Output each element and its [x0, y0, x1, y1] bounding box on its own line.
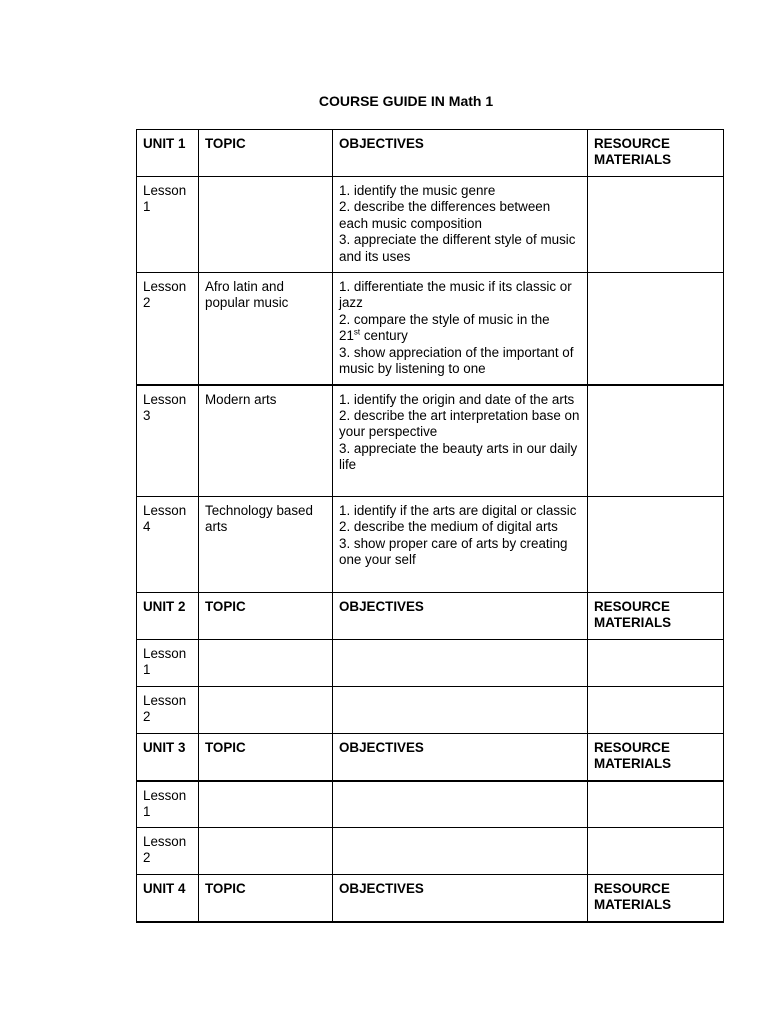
topic-header: TOPIC: [199, 130, 333, 177]
lesson-resources: [588, 385, 724, 497]
lesson-resources: [588, 640, 724, 687]
objectives-header: OBJECTIVES: [333, 593, 588, 640]
lesson-row: [137, 781, 724, 828]
lesson-row: [137, 640, 724, 687]
resources-header: RESOURCE MATERIALS: [588, 593, 724, 640]
page-title: COURSE GUIDE IN Math 1: [318, 93, 494, 109]
lesson-label: Lesson 2: [137, 273, 199, 385]
unit-header-row: [137, 593, 724, 640]
resources-header: RESOURCE MATERIALS: [588, 875, 724, 922]
lesson-row: [137, 385, 724, 497]
unit-header-row: [137, 734, 724, 781]
unit-label: UNIT 2: [137, 593, 199, 640]
unit-label: UNIT 3: [137, 734, 199, 781]
lesson-objectives: [333, 177, 588, 273]
lesson-label: Lesson 1: [137, 640, 199, 687]
ordinal-suffix: st: [353, 327, 361, 337]
topic-header: TOPIC: [199, 593, 333, 640]
lesson-label: Lesson 2: [137, 828, 199, 875]
objective-item: 1. identify if the arts are digital or classic: [339, 503, 577, 518]
lesson-label: Lesson 4: [137, 497, 199, 593]
objective-item: 1. differentiate the music if its classic or jazz: [339, 279, 572, 311]
unit-label: UNIT 4: [137, 875, 199, 922]
unit-header-row: [137, 130, 724, 177]
objectives-header: OBJECTIVES: [333, 875, 588, 922]
lesson-objectives: [333, 385, 588, 497]
objective-item: 1. identify the music genre: [339, 183, 496, 198]
lesson-topic: [199, 177, 333, 273]
lesson-topic: Afro latin and popular music: [199, 273, 333, 385]
lesson-topic: [199, 828, 333, 875]
objective-item: 2. compare the style of music in the: [339, 311, 550, 327]
lesson-topic: Technology based arts: [199, 497, 333, 593]
lesson-resources: [588, 781, 724, 828]
lesson-resources: [588, 177, 724, 273]
lesson-resources: [588, 687, 724, 734]
objective-item: 3. show proper care of arts by creating one your self: [339, 535, 568, 568]
topic-header: TOPIC: [199, 734, 333, 781]
resources-header: RESOURCE MATERIALS: [588, 130, 724, 177]
lesson-label: Lesson 2: [137, 687, 199, 734]
lesson-topic: [199, 781, 333, 828]
lesson-row: [137, 828, 724, 875]
lesson-objectives: [333, 497, 588, 593]
lesson-label: Lesson 3: [137, 385, 199, 497]
lesson-row: [137, 687, 724, 734]
objective-item: 2. describe the medium of digital arts: [339, 519, 558, 535]
lesson-objectives: [333, 687, 588, 734]
objective-century-word: century: [360, 328, 408, 344]
lesson-objectives: [333, 781, 588, 828]
lesson-objectives: [333, 828, 588, 875]
objectives-header: OBJECTIVES: [333, 734, 588, 781]
objective-item: 3. appreciate the different style of music and its uses: [339, 232, 576, 264]
objective-item: 3. appreciate the beauty arts in our daily life: [339, 440, 578, 473]
lesson-row: [137, 497, 724, 593]
objective-item: 2. describe the art interpretation base on your perspective: [339, 407, 580, 440]
lesson-topic: [199, 687, 333, 734]
lesson-objectives: [333, 640, 588, 687]
lesson-label: Lesson 1: [137, 177, 199, 273]
objective-item: 1. identify the origin and date of the arts: [339, 391, 575, 407]
lesson-label: Lesson 1: [137, 781, 199, 828]
objective-item: [339, 328, 581, 344]
lesson-resources: [588, 497, 724, 593]
lesson-resources: [588, 273, 724, 385]
course-guide-table: [136, 129, 724, 923]
objective-item: 3. show appreciation of the important of music by listening to one: [339, 344, 574, 377]
unit-label: UNIT 1: [137, 130, 199, 177]
lesson-resources: [588, 828, 724, 875]
lesson-objectives: [333, 273, 588, 385]
unit-header-row: [137, 875, 724, 922]
objective-item: 2. describe the differences between each music composition: [339, 199, 551, 231]
lesson-topic: [199, 640, 333, 687]
objective-century-number: 21: [339, 328, 354, 344]
lesson-row: [137, 177, 724, 273]
lesson-row: [137, 273, 724, 385]
topic-header: TOPIC: [199, 875, 333, 922]
objectives-header: OBJECTIVES: [333, 130, 588, 177]
lesson-topic: Modern arts: [199, 385, 333, 497]
resources-header: RESOURCE MATERIALS: [588, 734, 724, 781]
